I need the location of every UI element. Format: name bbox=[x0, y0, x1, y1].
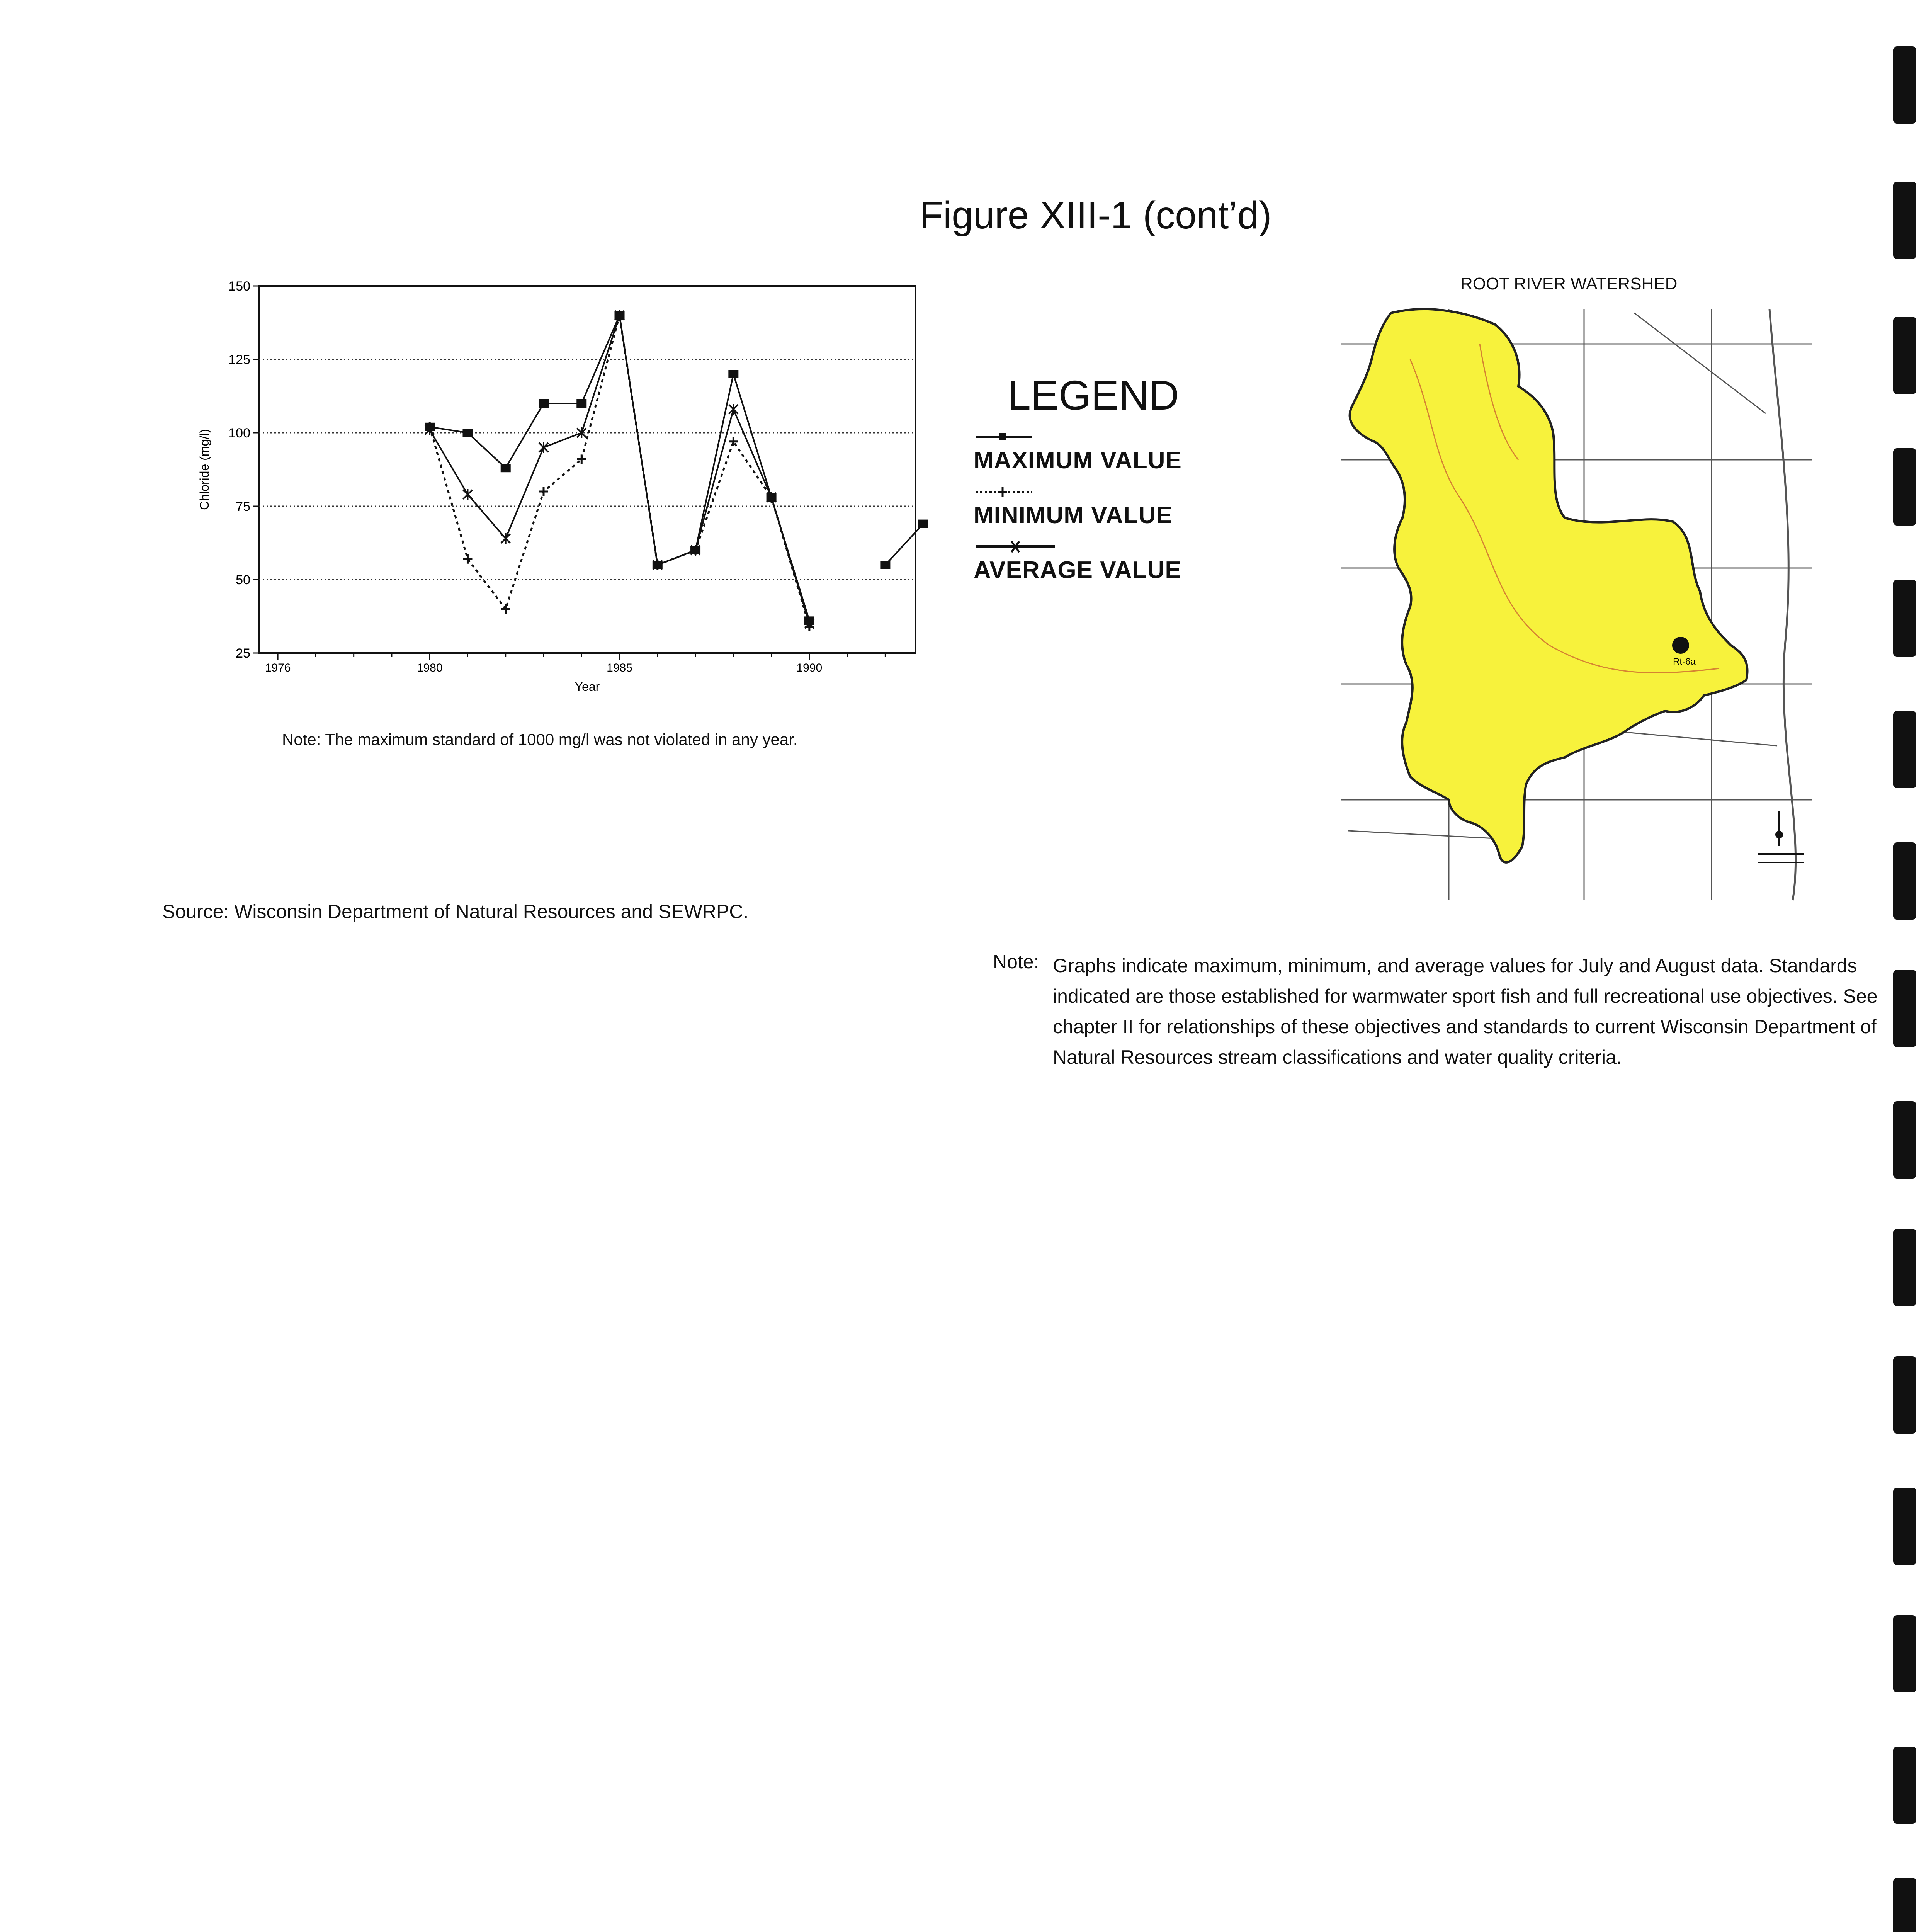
average-point bbox=[501, 533, 510, 544]
maximum-point bbox=[576, 399, 586, 408]
binder-hole bbox=[1893, 1229, 1916, 1306]
legend-label-average: AVERAGE VALUE bbox=[974, 557, 1181, 583]
legend-symbol-average bbox=[974, 539, 1059, 554]
x-tick-label: 1985 bbox=[607, 662, 632, 674]
binder-hole bbox=[1893, 1615, 1916, 1692]
maximum-point bbox=[918, 520, 928, 528]
binder-hole bbox=[1893, 46, 1916, 124]
x-tick-label: 1980 bbox=[416, 662, 443, 674]
maximum-point bbox=[462, 429, 473, 437]
minimum-point bbox=[463, 554, 472, 564]
binder-hole bbox=[1893, 1878, 1916, 1932]
chart-note: Note: The maximum standard of 1000 mg/l was not violated in any year. bbox=[282, 730, 798, 748]
binder-hole bbox=[1893, 970, 1916, 1047]
binder-hole bbox=[1893, 580, 1916, 657]
binder-hole bbox=[1893, 1356, 1916, 1434]
y-tick-label: 50 bbox=[236, 573, 250, 587]
chloride-chart bbox=[182, 267, 939, 723]
station-marker bbox=[1672, 637, 1689, 654]
y-tick-label: 125 bbox=[228, 352, 250, 367]
average-point bbox=[539, 442, 548, 453]
average-point bbox=[729, 404, 738, 415]
legend-label-maximum: MAXIMUM VALUE bbox=[974, 447, 1182, 474]
maximum-series-line bbox=[430, 315, 809, 621]
binder-hole bbox=[1893, 711, 1916, 788]
average-series-line bbox=[430, 315, 809, 624]
station-label: Rt-6a bbox=[1673, 656, 1696, 667]
legend-item-average bbox=[974, 539, 1244, 584]
figure-title: Figure XIII-1 (cont’d) bbox=[920, 194, 1272, 237]
binder-hole bbox=[1893, 1747, 1916, 1824]
x-axis-label: Year bbox=[575, 680, 600, 694]
legend-title: LEGEND bbox=[1007, 372, 1180, 418]
watershed-area bbox=[1350, 309, 1747, 862]
north-arrow-icon bbox=[1758, 811, 1804, 862]
y-tick-label: 75 bbox=[236, 499, 250, 514]
plot-frame bbox=[259, 286, 916, 653]
maximum-point bbox=[880, 561, 890, 569]
legend-symbol-maximum bbox=[974, 429, 1035, 445]
legend-item-minimum bbox=[974, 484, 1244, 529]
binder-hole bbox=[1893, 448, 1916, 526]
binder-hole bbox=[1893, 842, 1916, 920]
y-tick-label: 150 bbox=[228, 279, 250, 294]
minimum-point bbox=[539, 487, 548, 496]
x-tick-label: 1990 bbox=[796, 662, 823, 674]
note-text: Graphs indicate maximum, minimum, and average values for July and August data. Standards indicated are those established for warmwater sport fish and full recreational use objectives. See chapter II for relationships of these objectives and standards to current Wisconsin Department of Natural Resources stream classifications and water quality criteria. bbox=[1053, 955, 1878, 1068]
binder-hole bbox=[1893, 182, 1916, 259]
source-text: Source: Wisconsin Department of Natural Resources and SEWRPC. bbox=[162, 901, 749, 922]
maximum-point bbox=[501, 464, 511, 472]
binder-hole bbox=[1893, 317, 1916, 394]
legend-symbol-minimum bbox=[974, 484, 1035, 500]
maximum-series-line bbox=[885, 524, 923, 565]
minimum-point bbox=[501, 604, 510, 614]
maximum-point bbox=[539, 399, 549, 408]
y-tick-label: 100 bbox=[228, 426, 250, 440]
watershed-map bbox=[1333, 298, 1820, 908]
y-tick-label: 25 bbox=[236, 646, 250, 661]
map-title: ROOT RIVER WATERSHED bbox=[1460, 274, 1678, 293]
legend-item-maximum bbox=[974, 429, 1244, 474]
maximum-point bbox=[728, 370, 738, 378]
average-point bbox=[463, 489, 472, 500]
y-axis-label: Chloride (mg/l) bbox=[197, 429, 211, 510]
legend-label-minimum: MINIMUM VALUE bbox=[974, 502, 1173, 529]
note-label: Note: bbox=[993, 951, 1039, 973]
legend bbox=[974, 371, 1244, 584]
binder-hole bbox=[1893, 1488, 1916, 1565]
x-tick-label: 1976 bbox=[265, 662, 291, 674]
binder-hole bbox=[1893, 1101, 1916, 1179]
